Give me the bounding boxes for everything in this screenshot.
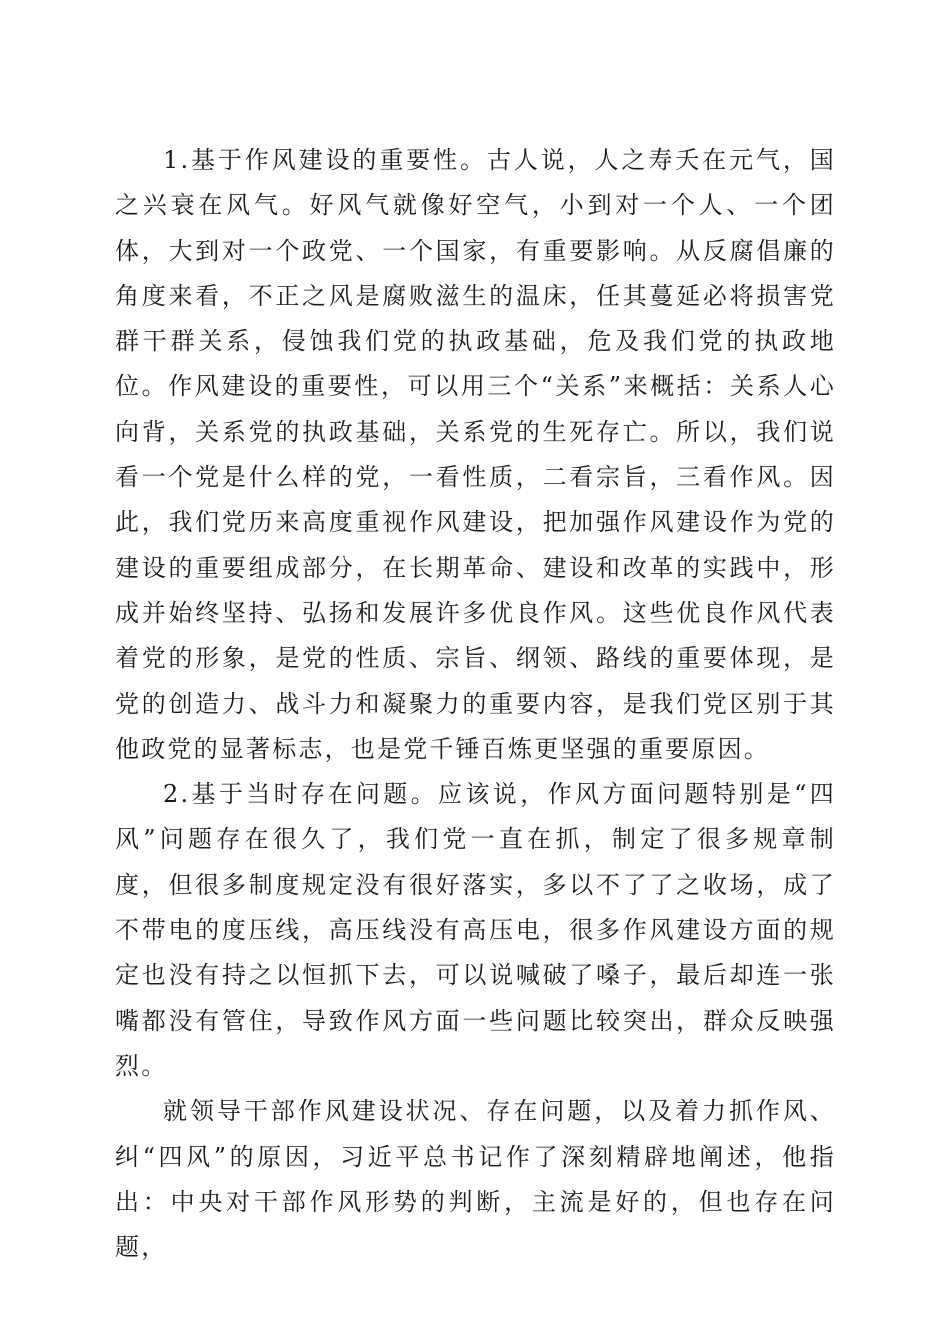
paragraph-importance-of-style: 1.基于作风建设的重要性。古人说，人之寿夭在元气，国之兴衰在风气。好风气就像好空气，小到对一个人、一个团体，大到对一个政党、一个国家，有重要影响。从反腐倡廉的角度来看，不正之风是腐败滋生的温床，任其蔓延必将损害党群干群关系，侵蚀我们党的执政基础，危及我们党的执政地位。作风建设的重要性，可以用三个“关系”来概括：关系人心向背，关系党的执政基础，关系党的生死存亡。所以，我们说看一个党是什么样的党，一看性质，二看宗旨，三看作风。因此，我们党历来高度重视作风建设，把加强作风建设作为党的建设的重要组成部分，在长期革命、建设和改革的实践中，形成并始终坚持、弘扬和发展许多优良作风。这些优良作风代表着党的形象，是党的性质、宗旨、纲领、路线的重要体现，是党的创造力、战斗力和凝聚力的重要内容，是我们党区别于其他政党的显著标志，也是党千锤百炼更坚强的重要原因。 xyxy=(115,146,836,763)
paragraph-existing-problems: 2.基于当时存在问题。应该说，作风方面问题特别是“四风”问题存在很久了，我们党一直在抓，制定了很多规章制度，但很多制度规定没有很好落实，多以不了了之收场，成了不带电的度压线，高压线没有高压电，很多作风建设方面的规定也没有持之以恒抓下去，可以说喊破了嗓子，最后却连一张嘴都没有管住，导致作风方面一些问题比较突出，群众反映强烈。 xyxy=(115,780,836,1080)
document-body xyxy=(115,138,836,1270)
paragraph-leadership-style: 就领导干部作风建设状况、存在问题，以及着力抓作风、纠“四风”的原因，习近平总书记作了深刻精辟地阐述，他指出：中央对干部作风形势的判断，主流是好的，但也存在问题， xyxy=(115,1097,836,1262)
